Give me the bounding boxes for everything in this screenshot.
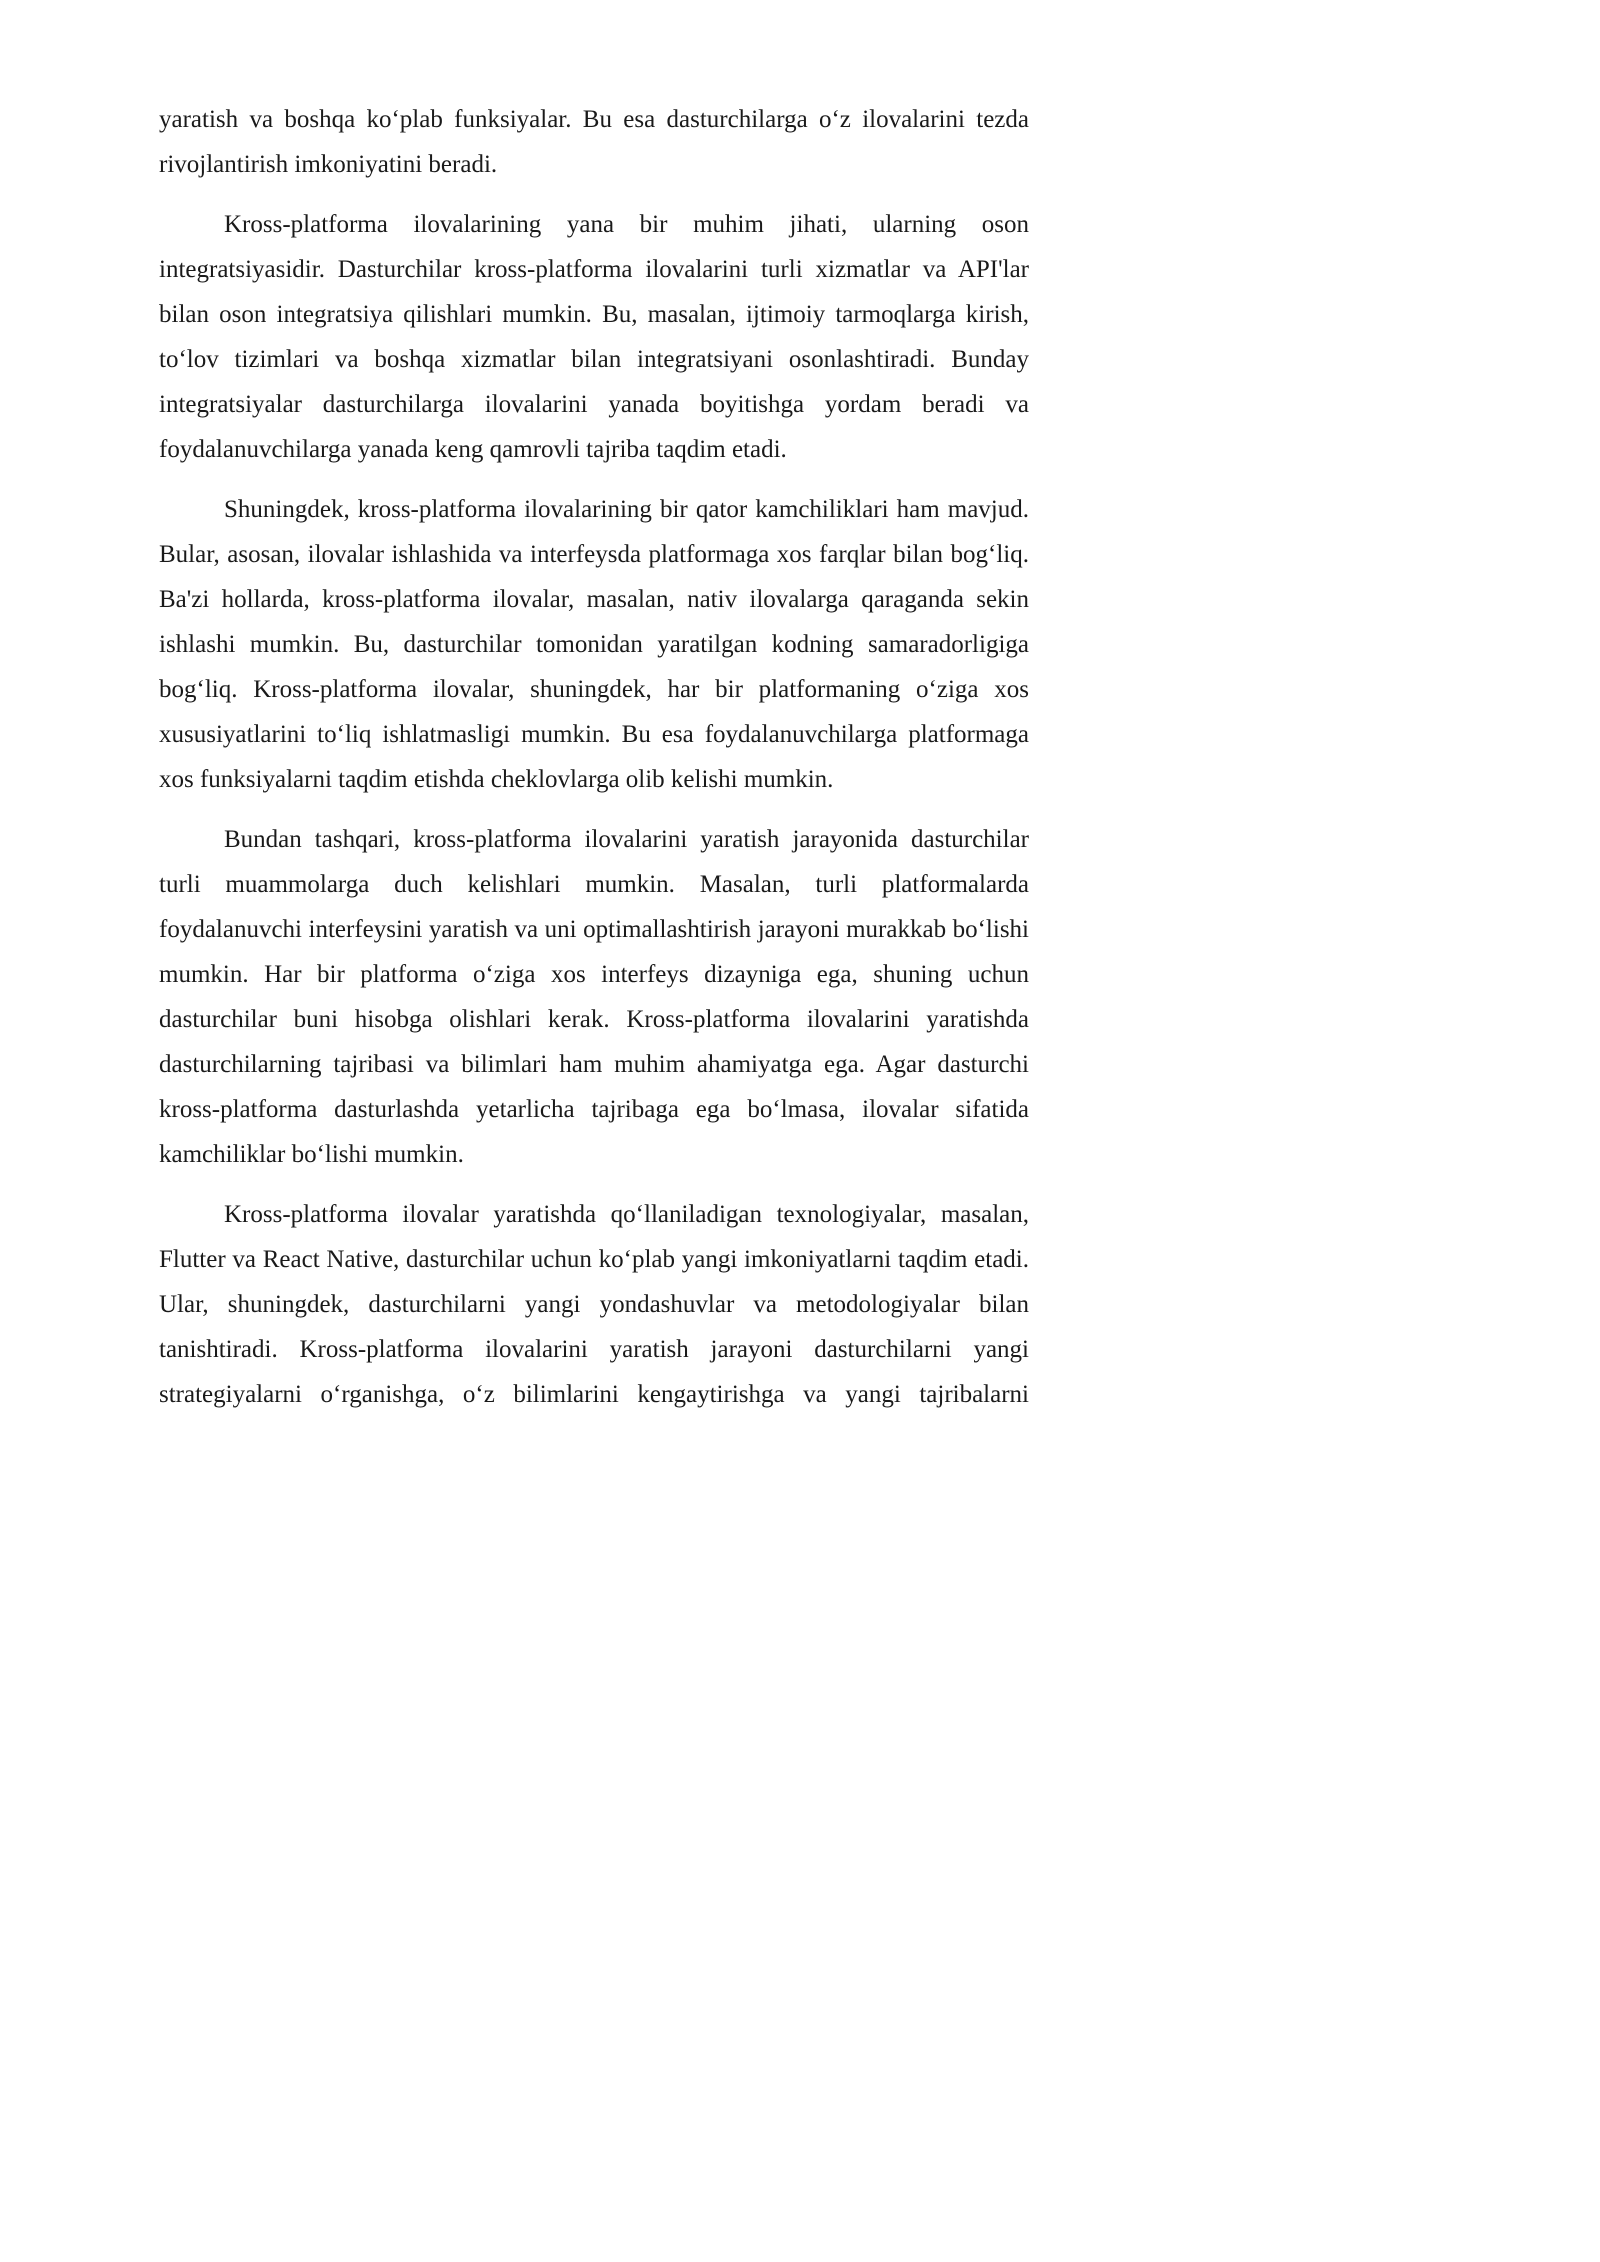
document-page — [0, 0, 1112, 1569]
paragraph-challenges: Bundan tashqari, kross-platforma ilovalarini yaratish jarayonida dasturchilar turli muammolarga duch kelishlari mumkin. Masalan, turli platformalarda foydalanuvchi interfeysini yaratish va uni optimallashtirish jarayoni murakkab bo‘lishi mumkin. Har bir platforma o‘ziga xos interfeys dizayniga ega, shuning uchun dasturchilar buni hisobga olishlari kerak. Kross-platforma ilovalarini yaratishda dasturchilarning tajribasi va bilimlari ham muhim ahamiyatga ega. Agar dasturchi kross-platforma dasturlashda yetarlicha tajribaga ega bo‘lmasa, ilovalar sifatida kamchiliklar bo‘lishi mumkin. — [159, 826, 1029, 1168]
paragraph-technologies: Kross-platforma ilovalar yaratishda qo‘llaniladigan texnologiyalar, masalan, Flutter va React Native, dasturchilar uchun ko‘plab yangi imkoniyatlarni taqdim etadi. Ular, shuningdek, dasturchilarni yangi yondashuvlar va metodologiyalar bilan tanishtiradi. Kross-platforma ilovalarini yaratish jarayoni dasturchilarni yangi strategiyalarni o‘rganishga, o‘z bilimlarini kengaytirishga va yangi tajribalarni — [159, 1201, 1029, 1408]
paragraph-continued: yaratish va boshqa ko‘plab funksiyalar. Bu esa dasturchilarga o‘z ilovalarini tezda rivojlantirish imkoniyatini beradi. — [159, 106, 1029, 178]
body-text — [159, 97, 1029, 1432]
paragraph-integration: Kross-platforma ilovalarining yana bir muhim jihati, ularning oson integratsiyasidir. Dasturchilar kross-platforma ilovalarini turli xizmatlar va API'lar bilan oson integratsiya qilishlari mumkin. Bu, masalan, ijtimoiy tarmoqlarga kirish, to‘lov tizimlari va boshqa xizmatlar bilan integratsiyani osonlashtiradi. Bunday integratsiyalar dasturchilarga ilovalarini yanada boyitishga yordam beradi va foydalanuvchilarga yanada keng qamrovli tajriba taqdim etadi. — [159, 211, 1029, 463]
paragraph-drawbacks: Shuningdek, kross-platforma ilovalarining bir qator kamchiliklari ham mavjud. Bular, asosan, ilovalar ishlashida va interfeysda platformaga xos farqlar bilan bog‘liq. Ba'zi hollarda, kross-platforma ilovalar, masalan, nativ ilovalarga qaraganda sekin ishlashi mumkin. Bu, dasturchilar tomonidan yaratilgan kodning samaradorligiga bog‘liq. Kross-platforma ilovalar, shuningdek, har bir platformaning o‘ziga xos xususiyatlarini to‘liq ishlatmasligi mumkin. Bu esa foydalanuvchilarga platformaga xos funksiyalarni taqdim etishda cheklovlarga olib kelishi mumkin. — [159, 496, 1029, 793]
